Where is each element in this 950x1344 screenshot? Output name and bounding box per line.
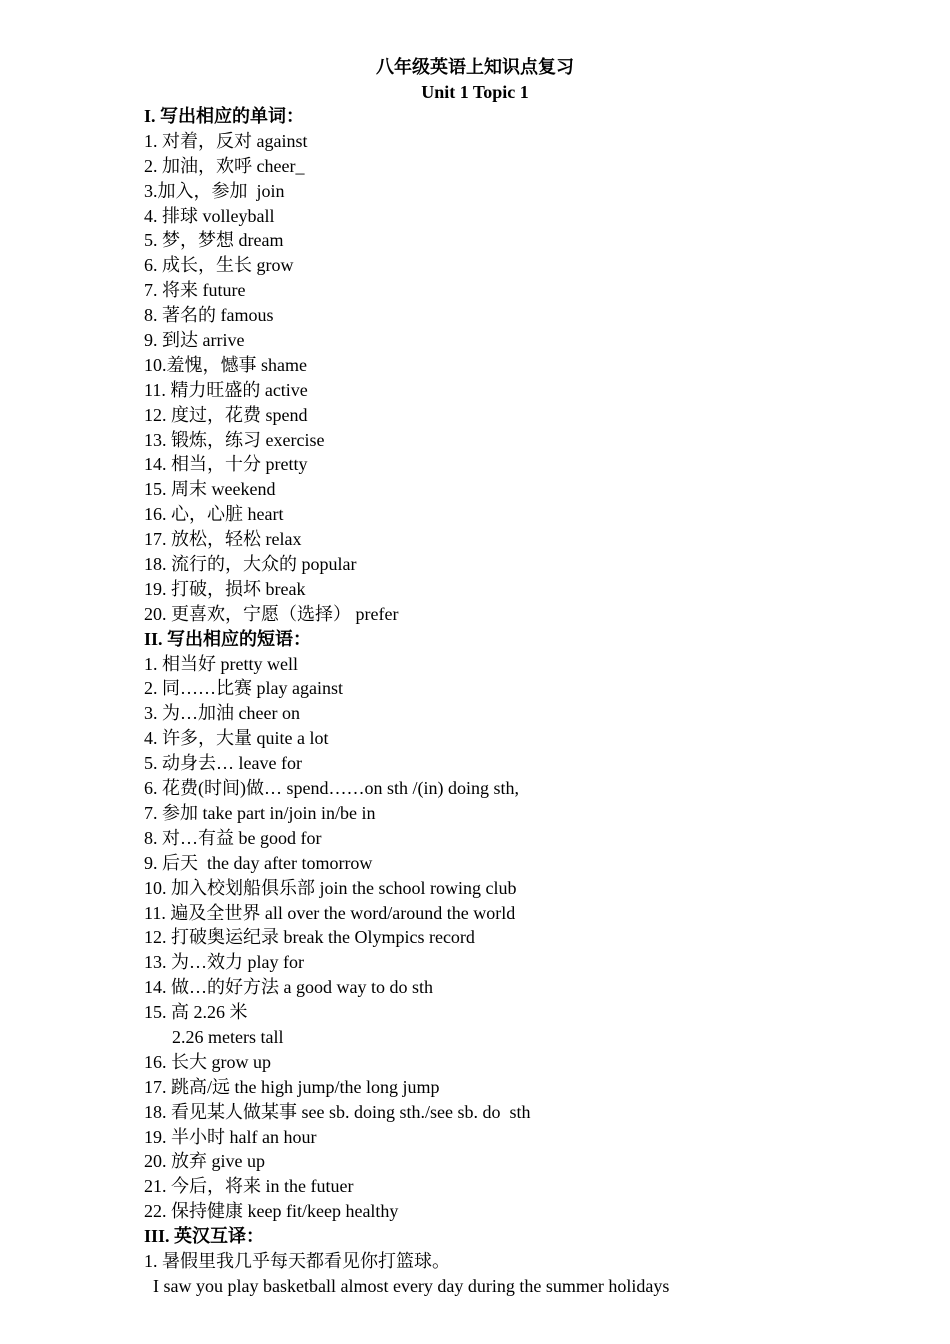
list-item: 7. 参加 take part in/join in/be in (144, 802, 376, 823)
list-item: 16. 心，心脏 heart (144, 504, 284, 525)
list-item: 17. 跳高/远 the high jump/the long jump (144, 1076, 440, 1097)
list-item: 15. 周末 weekend (144, 479, 276, 500)
list-item: 2. 加油，欢呼 cheer_ (144, 155, 305, 176)
list-item: 5. 梦，梦想 dream (144, 230, 284, 251)
list-item-continuation: 2.26 meters tall (172, 1026, 284, 1047)
list-item: 12. 度过，花费 spend (144, 404, 308, 425)
list-item: 20. 放弃 give up (144, 1151, 265, 1172)
list-item: 13. 锻炼，练习 exercise (144, 429, 325, 450)
list-item: 3. 为…加油 cheer on (144, 703, 300, 724)
document-body (144, 104, 864, 1299)
list-item: 3.加入，参加 join (144, 180, 285, 201)
list-item: 15. 高 2.26 米 (144, 1002, 248, 1023)
list-item: 1. 对着，反对 against (144, 130, 308, 151)
list-item: 1. 相当好 pretty well (144, 653, 298, 674)
list-item: 19. 打破，损坏 break (144, 578, 306, 599)
list-item: 13. 为…效力 play for (144, 952, 304, 973)
list-item: 21. 今后，将来 in the futuer (144, 1176, 354, 1197)
list-item: 4. 排球 volleyball (144, 205, 275, 226)
list-item: 8. 对…有益 be good for (144, 827, 322, 848)
list-item: 1. 暑假里我几乎每天都看见你打篮球。 (144, 1250, 450, 1271)
list-item: 9. 后天 the day after tomorrow (144, 852, 373, 873)
list-item: 6. 花费(时间)做… spend……on sth /(in) doing sth, (144, 778, 519, 799)
section-heading-phrases: II. 写出相应的短语： (144, 628, 312, 649)
list-item: 10.羞愧，憾事 shame (144, 354, 307, 375)
list-item: 14. 做…的好方法 a good way to do sth (144, 977, 433, 998)
list-item: 4. 许多，大量 quite a lot (144, 728, 329, 749)
document-subtitle: Unit 1 Topic 1 (421, 82, 529, 102)
document-title: 八年级英语上知识点复习 (376, 57, 574, 77)
list-item: 9. 到达 arrive (144, 330, 245, 351)
list-item: 22. 保持健康 keep fit/keep healthy (144, 1201, 399, 1222)
list-item: 7. 将来 future (144, 280, 246, 301)
section-heading-translation: III. 英汉互译： (144, 1226, 265, 1247)
list-item: 11. 精力旺盛的 active (144, 379, 308, 400)
list-item: 8. 著名的 famous (144, 305, 274, 326)
section-heading-words: I. 写出相应的单词： (144, 106, 305, 126)
list-item: 20. 更喜欢，宁愿（选择） prefer (144, 603, 399, 624)
list-item: 10. 加入校划船俱乐部 join the school rowing club (144, 877, 517, 898)
translation-answer: I saw you play basketball almost every day during the summer holidays (153, 1275, 670, 1296)
list-item: 18. 看见某人做某事 see sb. doing sth./see sb. do sth (144, 1101, 531, 1122)
list-item: 2. 同……比赛 play against (144, 678, 343, 699)
list-item: 11. 遍及全世界 all over the word/around the world (144, 902, 516, 923)
list-item: 17. 放松，轻松 relax (144, 529, 302, 550)
list-item: 18. 流行的，大众的 popular (144, 554, 357, 575)
list-item: 6. 成长，生长 grow (144, 255, 294, 276)
list-item: 16. 长大 grow up (144, 1051, 271, 1072)
list-item: 14. 相当，十分 pretty (144, 454, 308, 475)
list-item: 19. 半小时 half an hour (144, 1126, 317, 1147)
list-item: 5. 动身去… leave for (144, 753, 302, 774)
list-item: 12. 打破奥运纪录 break the Olympics record (144, 927, 475, 948)
